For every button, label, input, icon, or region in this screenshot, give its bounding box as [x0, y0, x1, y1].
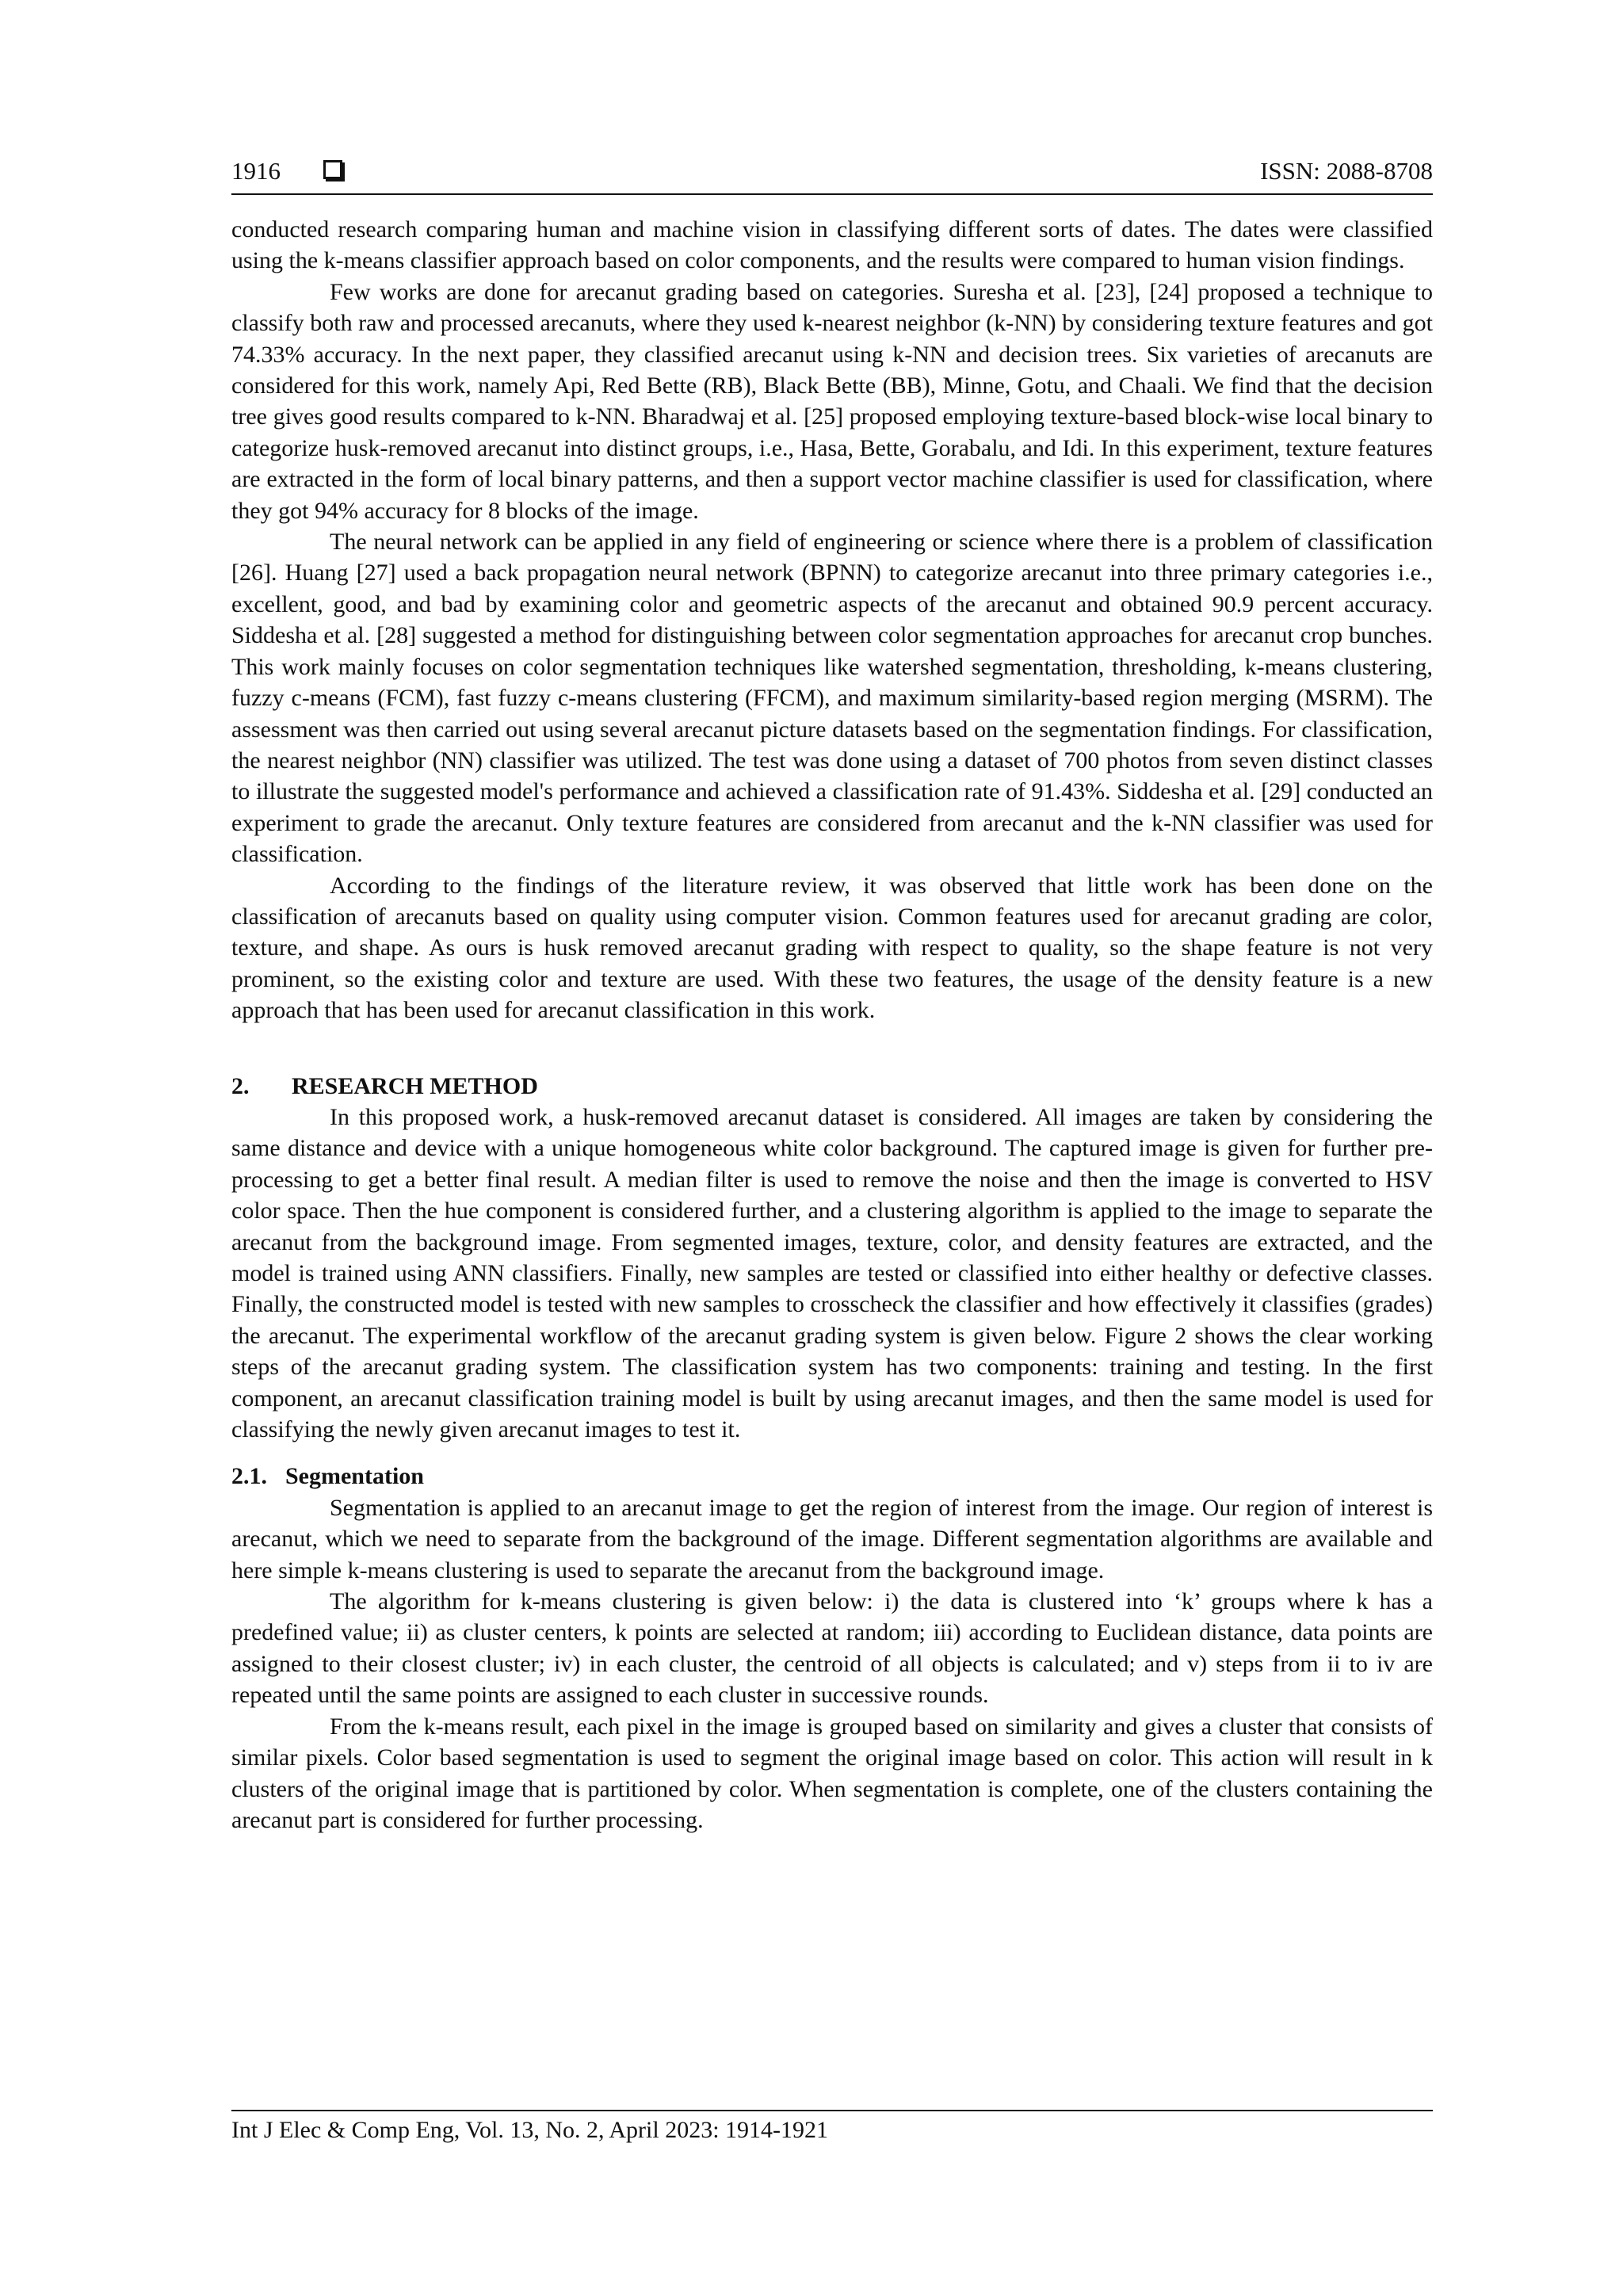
page-number: 1916 [231, 157, 281, 185]
article-body [231, 214, 1433, 1836]
issn-label: ISSN: 2088-8708 [1260, 157, 1433, 185]
running-header [231, 152, 1433, 192]
footer-rule [231, 2110, 1433, 2111]
paragraph-4: According to the findings of the literature review, it was observed that little work has been done on the classification of arecanuts based on quality using computer vision. Common features used for arecanut grading are color, texture, and shape. As ours is husk removed arecanut grading with respect to quality, so the shape feature is not very prominent, so the existing color and texture are used. With these two features, the usage of the density feature is a new approach that has been used for arecanut classification in this work. [231, 872, 1433, 1024]
checkbox-square-icon [323, 160, 342, 179]
subsection-title: Segmentation [285, 1463, 424, 1490]
paragraph-6: Segmentation is applied to an arecanut image to get the region of interest from the image. Our region of interest is arecanut, which we need to separate from the background of the image. Different segmentation algorithms are available and here simple k-means clustering is used to separate the arecanut from the background image. [231, 1494, 1433, 1584]
header-rule [231, 193, 1433, 195]
section-number: 2. [231, 1072, 250, 1099]
paragraph-5: In this proposed work, a husk-removed arecanut dataset is considered. All images are taken by considering the same distance and device with a unique homogeneous white color background. The captured image is given for further pre-processing to get a better final result. A median filter is used to remove the noise and then the image is converted to HSV color space. Then the hue component is considered further, and a clustering algorithm is applied to the image to separate the arecanut from the background image. From segmented images, texture, color, and density features are extracted, and the model is trained using ANN classifiers. Finally, new samples are tested or classified into either healthy or defective classes. Finally, the constructed model is tested with new samples to crosscheck the classifier and how effectively it classifies (grades) the arecanut. The experimental workflow of the arecanut grading system is given below. Figure 2 shows the clear working steps of the arecanut grading system. The classification system has two components: training and testing. In the first component, an arecanut classification training model is built by using arecanut images, and then the same model is used for classifying the newly given arecanut images to test it. [231, 1103, 1433, 1443]
section-title: RESEARCH METHOD [292, 1072, 538, 1099]
subsection-number: 2.1. [231, 1463, 267, 1490]
paragraph-3: The neural network can be applied in any field of engineering or science where there is a problem of classification [26]. Huang [27] used a back propagation neural network (BPNN) to categorize arecanut into three primary categories i.e., excellent, good, and bad by examining color and geometric aspects of the arecanut and obtained 90.9 percent accuracy. Siddesha et al. [28] suggested a method for distinguishing between color segmentation approaches for arecanut crop bunches. This work mainly focuses on color segmentation techniques like watershed segmentation, thresholding, k-means clustering, fuzzy c-means (FCM), fast fuzzy c-means clustering (FFCM), and maximum similarity-based region merging (MSRM). The assessment was then carried out using several arecanut picture datasets based on the segmentation findings. For classification, the nearest neighbor (NN) classifier was utilized. The test was done using a dataset of 700 photos from seven distinct classes to illustrate the suggested model's performance and achieved a classification rate of 91.43%. Siddesha et al. [29] conducted an experiment to grade the arecanut. Only texture features are considered from arecanut and the k-NN classifier was used for classification. [231, 529, 1433, 868]
subsection-heading-segmentation [231, 1461, 1433, 1492]
paragraph-7: The algorithm for k-means clustering is given below: i) the data is clustered into ‘k’ groups where k has a predefined value; ii) as cluster centers, k points are selected at random; iii) according to Euclidean distance, data points are assigned to their closest cluster; iv) in each cluster, the centroid of all objects is calculated; and v) steps from ii to iv are repeated until the same points are assigned to each cluster in successive rounds. [231, 1588, 1433, 1709]
paragraph-2: Few works are done for arecanut grading based on categories. Suresha et al. [23], [24] proposed a technique to classify both raw and processed arecanuts, where they used k-nearest neighbor (k-NN) by considering texture features and got 74.33% accuracy. In the next paper, they classified arecanut using k-NN and decision trees. Six varieties of arecanuts are considered for this work, namely Api, Red Bette (RB), Black Bette (BB), Minne, Gotu, and Chaali. We find that the decision tree gives good results compared to k-NN. Bharadwaj et al. [25] proposed employing texture-based block-wise local binary to categorize husk-removed arecanut into distinct groups, i.e., Hasa, Bette, Gorabalu, and Idi. In this experiment, texture features are extracted in the form of local binary patterns, and then a support vector machine classifier is used for classification, where they got 94% accuracy for 8 blocks of the image. [231, 278, 1433, 524]
journal-footer: Int J Elec & Comp Eng, Vol. 13, No. 2, April 2023: 1914-1921 [231, 2117, 829, 2143]
paragraph-1: conducted research comparing human and machine vision in classifying different sorts of dates. The dates were classified using the k-means classifier approach based on color components, and the results were compared to human vision findings. [231, 216, 1433, 274]
paragraph-8: From the k-means result, each pixel in the image is grouped based on similarity and gives a cluster that consists of similar pixels. Color based segmentation is used to segment the original image based on color. This action will result in k clusters of the original image that is partitioned by color. When segmentation is complete, one of the clusters containing the arecanut part is considered for further processing. [231, 1713, 1433, 1833]
section-heading-research-method [231, 1071, 1433, 1102]
paper-page [231, 0, 1433, 2296]
